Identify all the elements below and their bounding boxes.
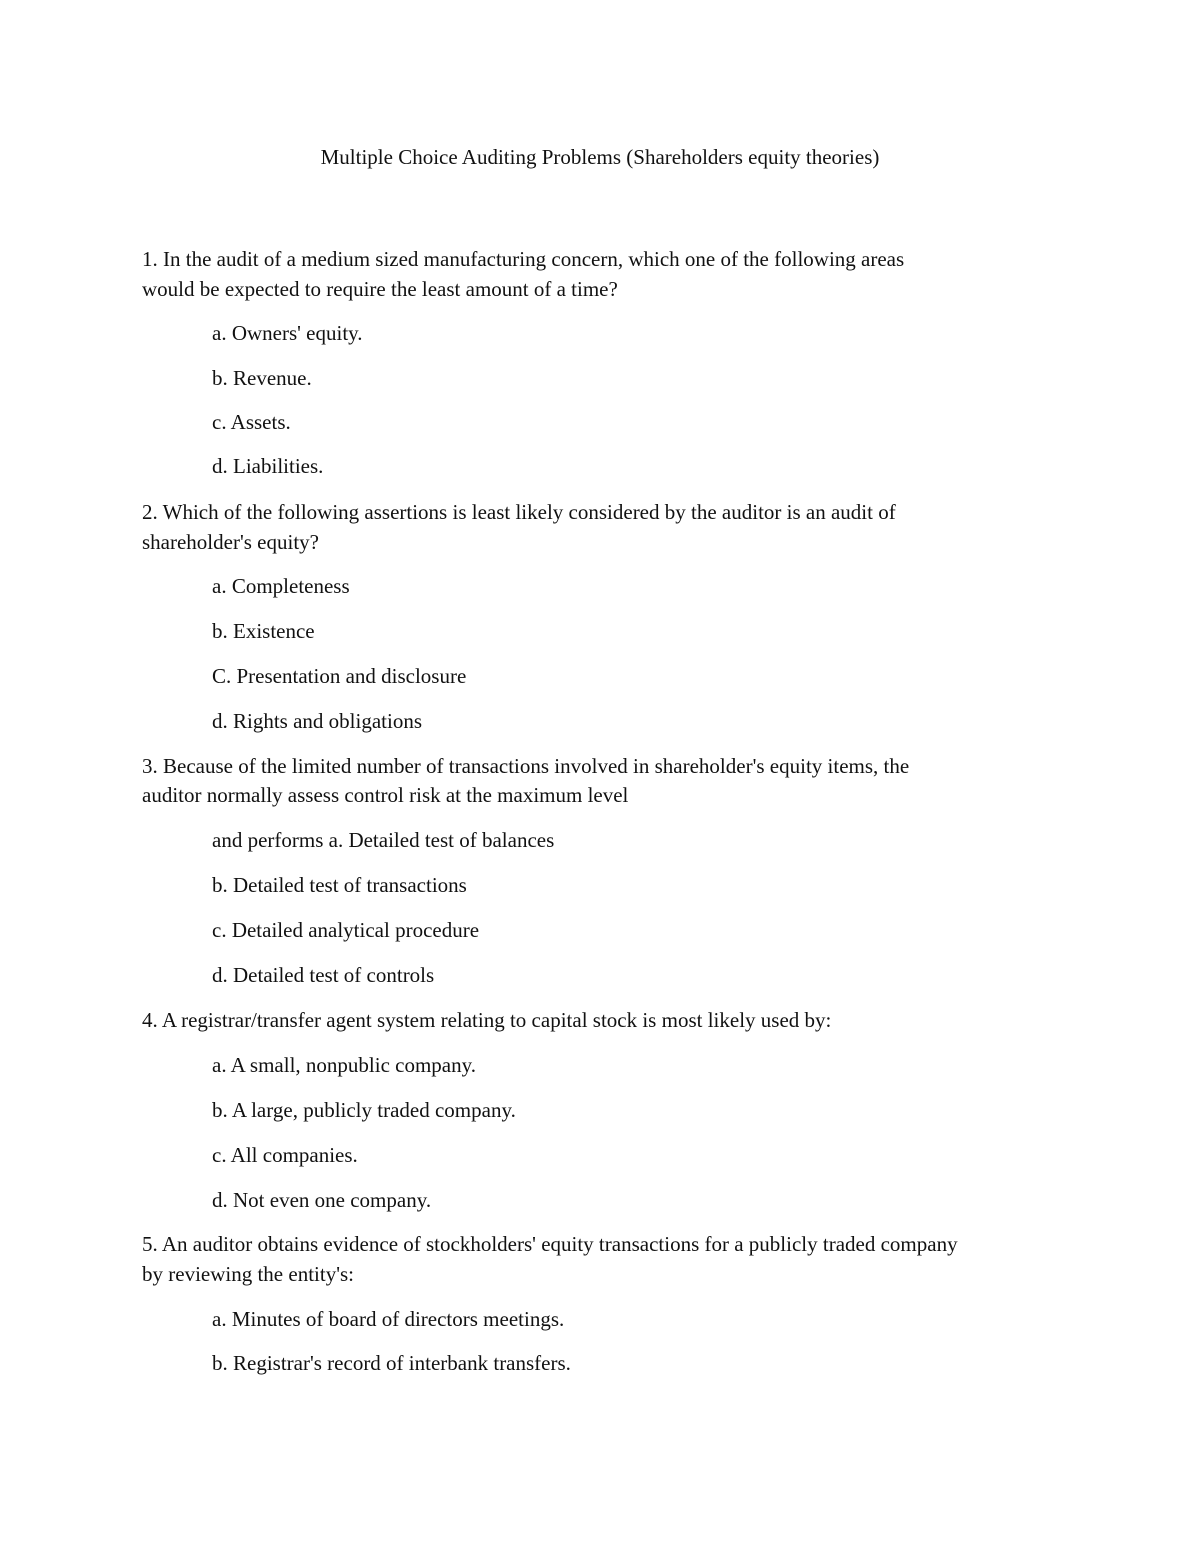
question-1-line-1: 1. In the audit of a medium sized manufacturing concern, which one of the following areas: [142, 247, 905, 271]
question-3-line-2: auditor normally assess control risk at the maximum level: [142, 783, 629, 807]
question-4-option-d: d. Not even one company.: [212, 1188, 432, 1212]
question-1-option-c: c. Assets.: [212, 410, 291, 434]
question-1-option-b: b. Revenue.: [212, 366, 312, 390]
question-4-option-b: b. A large, publicly traded company.: [212, 1098, 516, 1122]
question-5-option-b: b. Registrar's record of interbank transfers.: [212, 1351, 571, 1375]
question-5-line-1: 5. An auditor obtains evidence of stockholders' equity transactions for a publicly traded company: [142, 1232, 958, 1256]
question-2-line-1: 2. Which of the following assertions is least likely considered by the auditor is an audit of: [142, 500, 896, 524]
question-2-option-a: a. Completeness: [212, 574, 350, 598]
question-1-option-d: d. Liabilities.: [212, 454, 324, 478]
question-4-option-a: a. A small, nonpublic company.: [212, 1053, 477, 1077]
question-2-option-c: C. Presentation and disclosure: [212, 664, 467, 688]
question-2-line-2: shareholder's equity?: [142, 530, 319, 554]
question-5-line-2: by reviewing the entity's:: [142, 1262, 354, 1286]
question-4-option-c: c. All companies.: [212, 1143, 358, 1167]
question-3-option-a: and performs a. Detailed test of balances: [212, 828, 555, 852]
question-5-option-a: a. Minutes of board of directors meetings.: [212, 1307, 565, 1331]
question-1-line-2: would be expected to require the least amount of a time?: [142, 277, 618, 301]
question-3-line-1: 3. Because of the limited number of transactions involved in shareholder's equity items, the: [142, 754, 910, 778]
question-3-option-b: b. Detailed test of transactions: [212, 873, 467, 897]
question-2-option-d: d. Rights and obligations: [212, 709, 422, 733]
question-2-option-b: b. Existence: [212, 619, 315, 643]
question-1-option-a: a. Owners' equity.: [212, 321, 363, 345]
question-3-option-d: d. Detailed test of controls: [212, 963, 435, 987]
document-title: Multiple Choice Auditing Problems (Shareholders equity theories): [320, 145, 880, 169]
question-3-option-c: c. Detailed analytical procedure: [212, 918, 480, 942]
question-4-line-1: 4. A registrar/transfer agent system relating to capital stock is most likely used by:: [142, 1008, 832, 1032]
